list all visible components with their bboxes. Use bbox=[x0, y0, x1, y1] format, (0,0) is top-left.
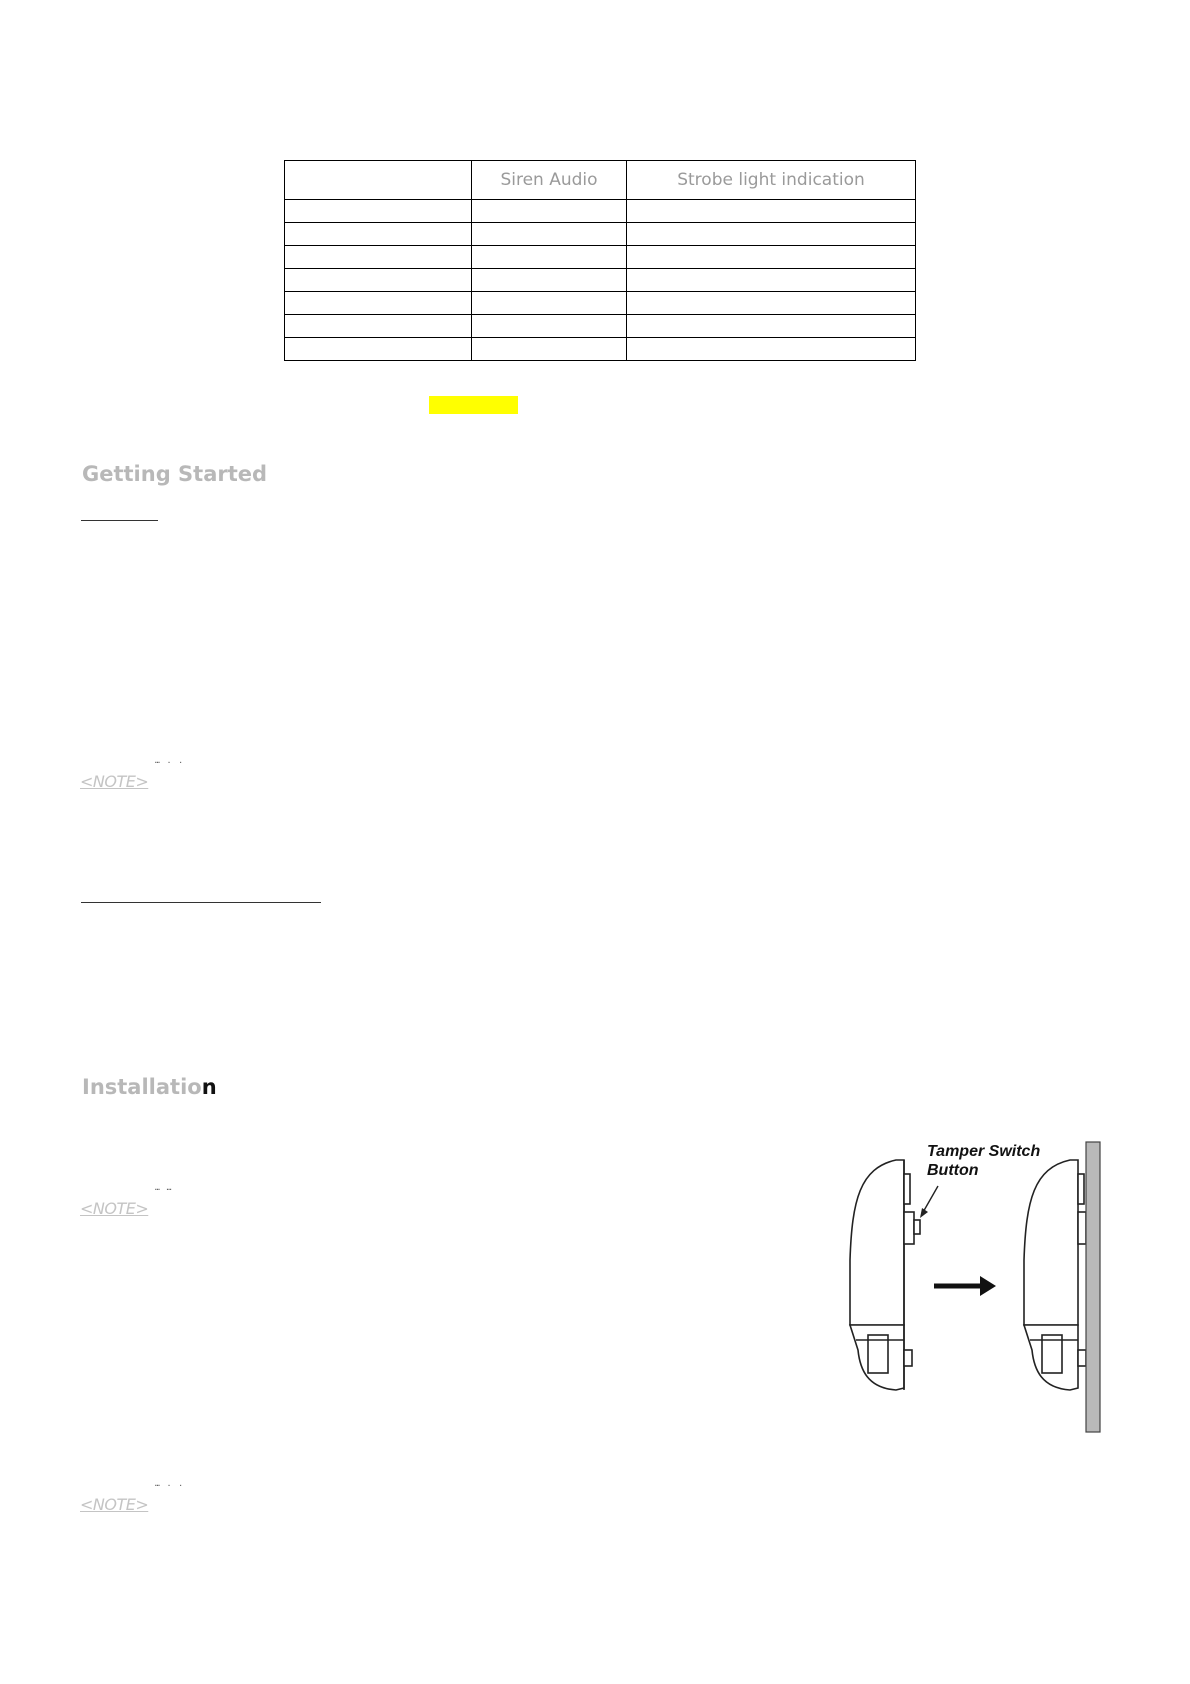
underline-rule-1 bbox=[81, 520, 158, 521]
table-row bbox=[285, 338, 916, 361]
heading-installation-light: Installatio bbox=[82, 1075, 202, 1099]
note-2-label: <NOTE> bbox=[80, 1199, 149, 1218]
table-cell bbox=[627, 200, 916, 223]
figure-label-tamper-switch bbox=[927, 1142, 1040, 1180]
status-table bbox=[284, 160, 916, 361]
table-header-row bbox=[285, 161, 916, 200]
table-row bbox=[285, 292, 916, 315]
table-cell bbox=[472, 292, 627, 315]
table-cell bbox=[472, 246, 627, 269]
table-cell bbox=[472, 315, 627, 338]
table-header-siren-audio: Siren Audio bbox=[472, 161, 627, 200]
table-cell bbox=[285, 292, 472, 315]
table-cell bbox=[285, 269, 472, 292]
direction-arrow-head bbox=[980, 1276, 996, 1296]
yellow-highlight bbox=[429, 396, 518, 414]
figure-label-line-1: Tamper Switch bbox=[927, 1143, 1041, 1160]
table-cell bbox=[285, 315, 472, 338]
table-header-strobe-light: Strobe light indication bbox=[627, 161, 916, 200]
table-cell bbox=[472, 269, 627, 292]
wall-icon bbox=[1086, 1142, 1100, 1432]
heading-installation bbox=[82, 1075, 217, 1099]
note-1-dots: … . . bbox=[155, 756, 185, 765]
table-cell bbox=[627, 338, 916, 361]
pointer-head bbox=[920, 1208, 928, 1218]
table-cell bbox=[627, 315, 916, 338]
tamper-switch-diagram bbox=[838, 1140, 1110, 1436]
heading-getting-started: Getting Started bbox=[82, 462, 268, 486]
figure-label-line-2: Button bbox=[927, 1162, 979, 1179]
table-cell bbox=[627, 292, 916, 315]
table-cell bbox=[472, 223, 627, 246]
table-cell bbox=[627, 269, 916, 292]
table-row bbox=[285, 223, 916, 246]
table-cell bbox=[285, 246, 472, 269]
heading-installation-dark: n bbox=[201, 1075, 217, 1099]
table-row bbox=[285, 315, 916, 338]
table-cell bbox=[285, 338, 472, 361]
table-cell bbox=[472, 200, 627, 223]
table-header-empty bbox=[285, 161, 472, 200]
table-row bbox=[285, 246, 916, 269]
note-2-dots: … … bbox=[155, 1183, 173, 1192]
note-1-label: <NOTE> bbox=[80, 772, 149, 791]
table-cell bbox=[627, 246, 916, 269]
siren-unit-before-icon bbox=[850, 1160, 920, 1390]
table-cell bbox=[285, 200, 472, 223]
table-row bbox=[285, 200, 916, 223]
table-cell bbox=[627, 223, 916, 246]
table-row bbox=[285, 269, 916, 292]
note-3-dots: … . . bbox=[155, 1479, 185, 1488]
siren-unit-after-icon bbox=[1024, 1160, 1086, 1390]
table-cell bbox=[472, 338, 627, 361]
table-cell bbox=[285, 223, 472, 246]
note-3-label: <NOTE> bbox=[80, 1495, 149, 1514]
underline-rule-2 bbox=[81, 902, 321, 903]
